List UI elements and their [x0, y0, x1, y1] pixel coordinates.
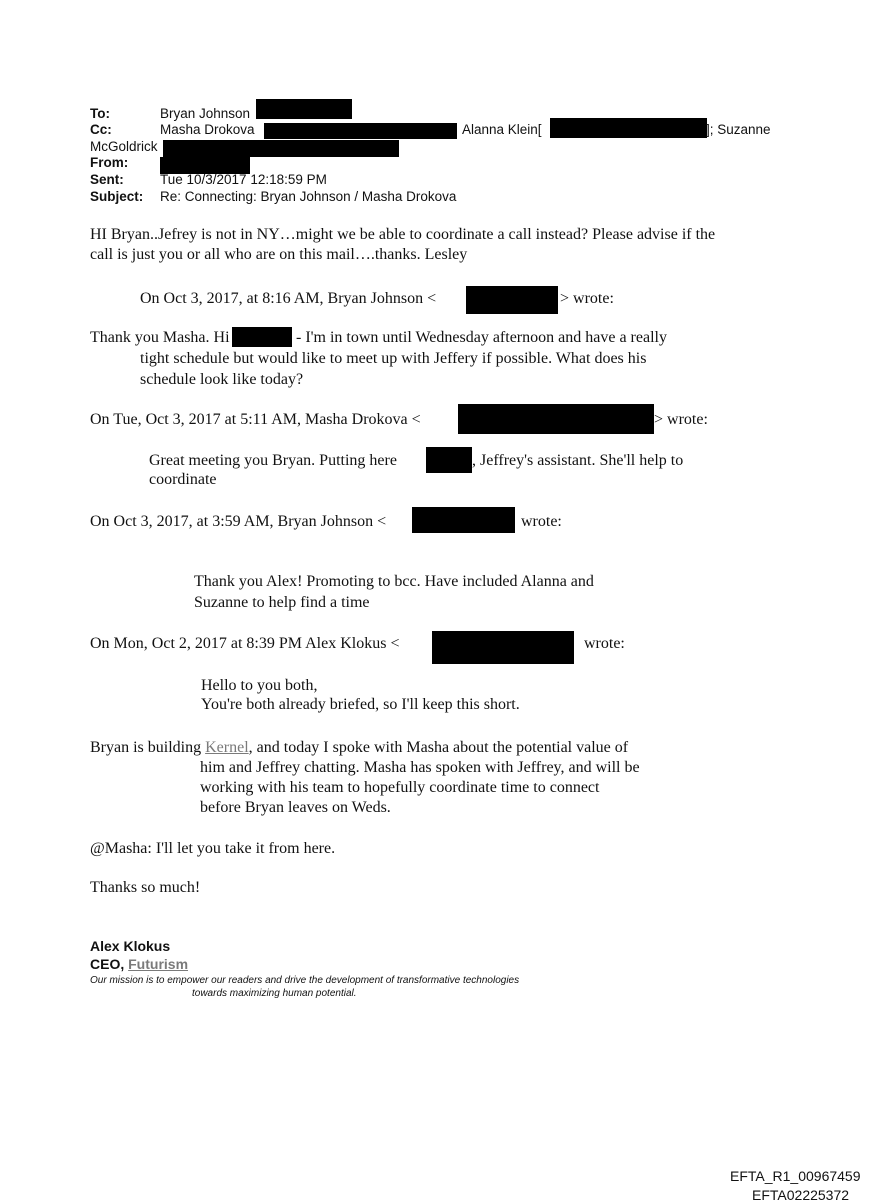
- quote-line: You're both already briefed, so I'll keep this short.: [201, 696, 520, 713]
- reply-line: HI Bryan..Jefrey is not in NY…might we be able to coordinate a call instead? Please advise if the: [90, 226, 716, 243]
- redaction-block: [163, 140, 399, 157]
- redaction-block: [412, 507, 515, 533]
- reply-line: call is just you or all who are on this mail….thanks. Lesley: [90, 246, 468, 263]
- cc-value-mcgoldrick: McGoldrick: [90, 139, 158, 154]
- sent-label: Sent:: [90, 172, 124, 187]
- redaction-block: [232, 327, 292, 347]
- signature-name: Alex Klokus: [90, 938, 171, 954]
- quote-line: Great meeting you Bryan. Putting here: [149, 452, 397, 469]
- quote-line: Thank you Masha. Hi: [90, 329, 230, 346]
- quote-intro-end: wrote:: [584, 635, 625, 652]
- body-line: working with his team to hopefully coordinate time to connect: [200, 779, 600, 796]
- quote-intro: On Oct 3, 2017, at 8:16 AM, Bryan Johnson <: [140, 290, 437, 307]
- redaction-block: [550, 118, 707, 138]
- body-line: before Bryan leaves on Weds.: [200, 799, 391, 816]
- quote-intro: On Tue, Oct 3, 2017 at 5:11 AM, Masha Drokova <: [90, 411, 421, 428]
- redaction-block: [458, 404, 654, 434]
- cc-label: Cc:: [90, 122, 112, 137]
- kernel-link[interactable]: Kernel: [205, 739, 249, 756]
- redaction-block: [256, 99, 352, 119]
- bates-number: EFTA02225372: [752, 1187, 850, 1203]
- cc-value-suzanne: ]; Suzanne: [706, 122, 771, 137]
- quote-line: tight schedule but would like to meet up with Jeffery if possible. What does his: [140, 350, 647, 367]
- signature-mission: Our mission is to empower our readers and drive the development of transformative technologies: [90, 975, 520, 986]
- quote-line: Hello to you both,: [201, 677, 318, 694]
- handoff-line: @Masha: I'll let you take it from here.: [90, 840, 336, 857]
- to-value: Bryan Johnson: [160, 106, 251, 121]
- redaction-block: [466, 286, 558, 314]
- signature-title: [90, 956, 188, 972]
- body-text: Bryan is building: [90, 739, 206, 756]
- redaction-block: [426, 447, 472, 473]
- redaction-block: [264, 123, 457, 139]
- quote-line: , Jeffrey's assistant. She'll help to: [472, 452, 684, 469]
- quote-line: schedule look like today?: [140, 371, 304, 388]
- quote-line: Suzanne to help find a time: [194, 594, 370, 611]
- body-text: , and today I spoke with Masha about the potential value of: [248, 739, 629, 756]
- body-line: [90, 737, 628, 758]
- signature-role: CEO,: [90, 956, 129, 972]
- quote-intro: On Oct 3, 2017, at 3:59 AM, Bryan Johnson <: [90, 513, 387, 530]
- redaction-block: [432, 631, 574, 664]
- quote-intro-end: > wrote:: [560, 290, 614, 307]
- sent-value: Tue 10/3/2017 12:18:59 PM: [160, 172, 327, 187]
- to-label: To:: [90, 106, 110, 121]
- signature-mission: towards maximizing human potential.: [192, 988, 357, 999]
- bates-number: EFTA_R1_00967459: [730, 1168, 861, 1184]
- cc-value-alanna: Alanna Klein[: [462, 122, 542, 137]
- body-line: him and Jeffrey chatting. Masha has spoken with Jeffrey, and will be: [200, 759, 640, 776]
- subject-value: Re: Connecting: Bryan Johnson / Masha Drokova: [160, 189, 457, 204]
- cc-value-masha: Masha Drokova: [160, 122, 255, 137]
- quote-line: - I'm in town until Wednesday afternoon and have a really: [296, 329, 667, 346]
- quote-intro-end: > wrote:: [654, 411, 708, 428]
- quote-intro-end: wrote:: [521, 513, 562, 530]
- quote-intro: On Mon, Oct 2, 2017 at 8:39 PM Alex Klokus <: [90, 635, 400, 652]
- subject-label: Subject:: [90, 189, 144, 204]
- quote-line: coordinate: [149, 471, 217, 488]
- futurism-link[interactable]: Futurism: [128, 956, 189, 972]
- quote-line: Thank you Alex! Promoting to bcc. Have included Alanna and: [194, 573, 594, 590]
- thanks-line: Thanks so much!: [90, 879, 201, 896]
- from-label: From:: [90, 155, 129, 170]
